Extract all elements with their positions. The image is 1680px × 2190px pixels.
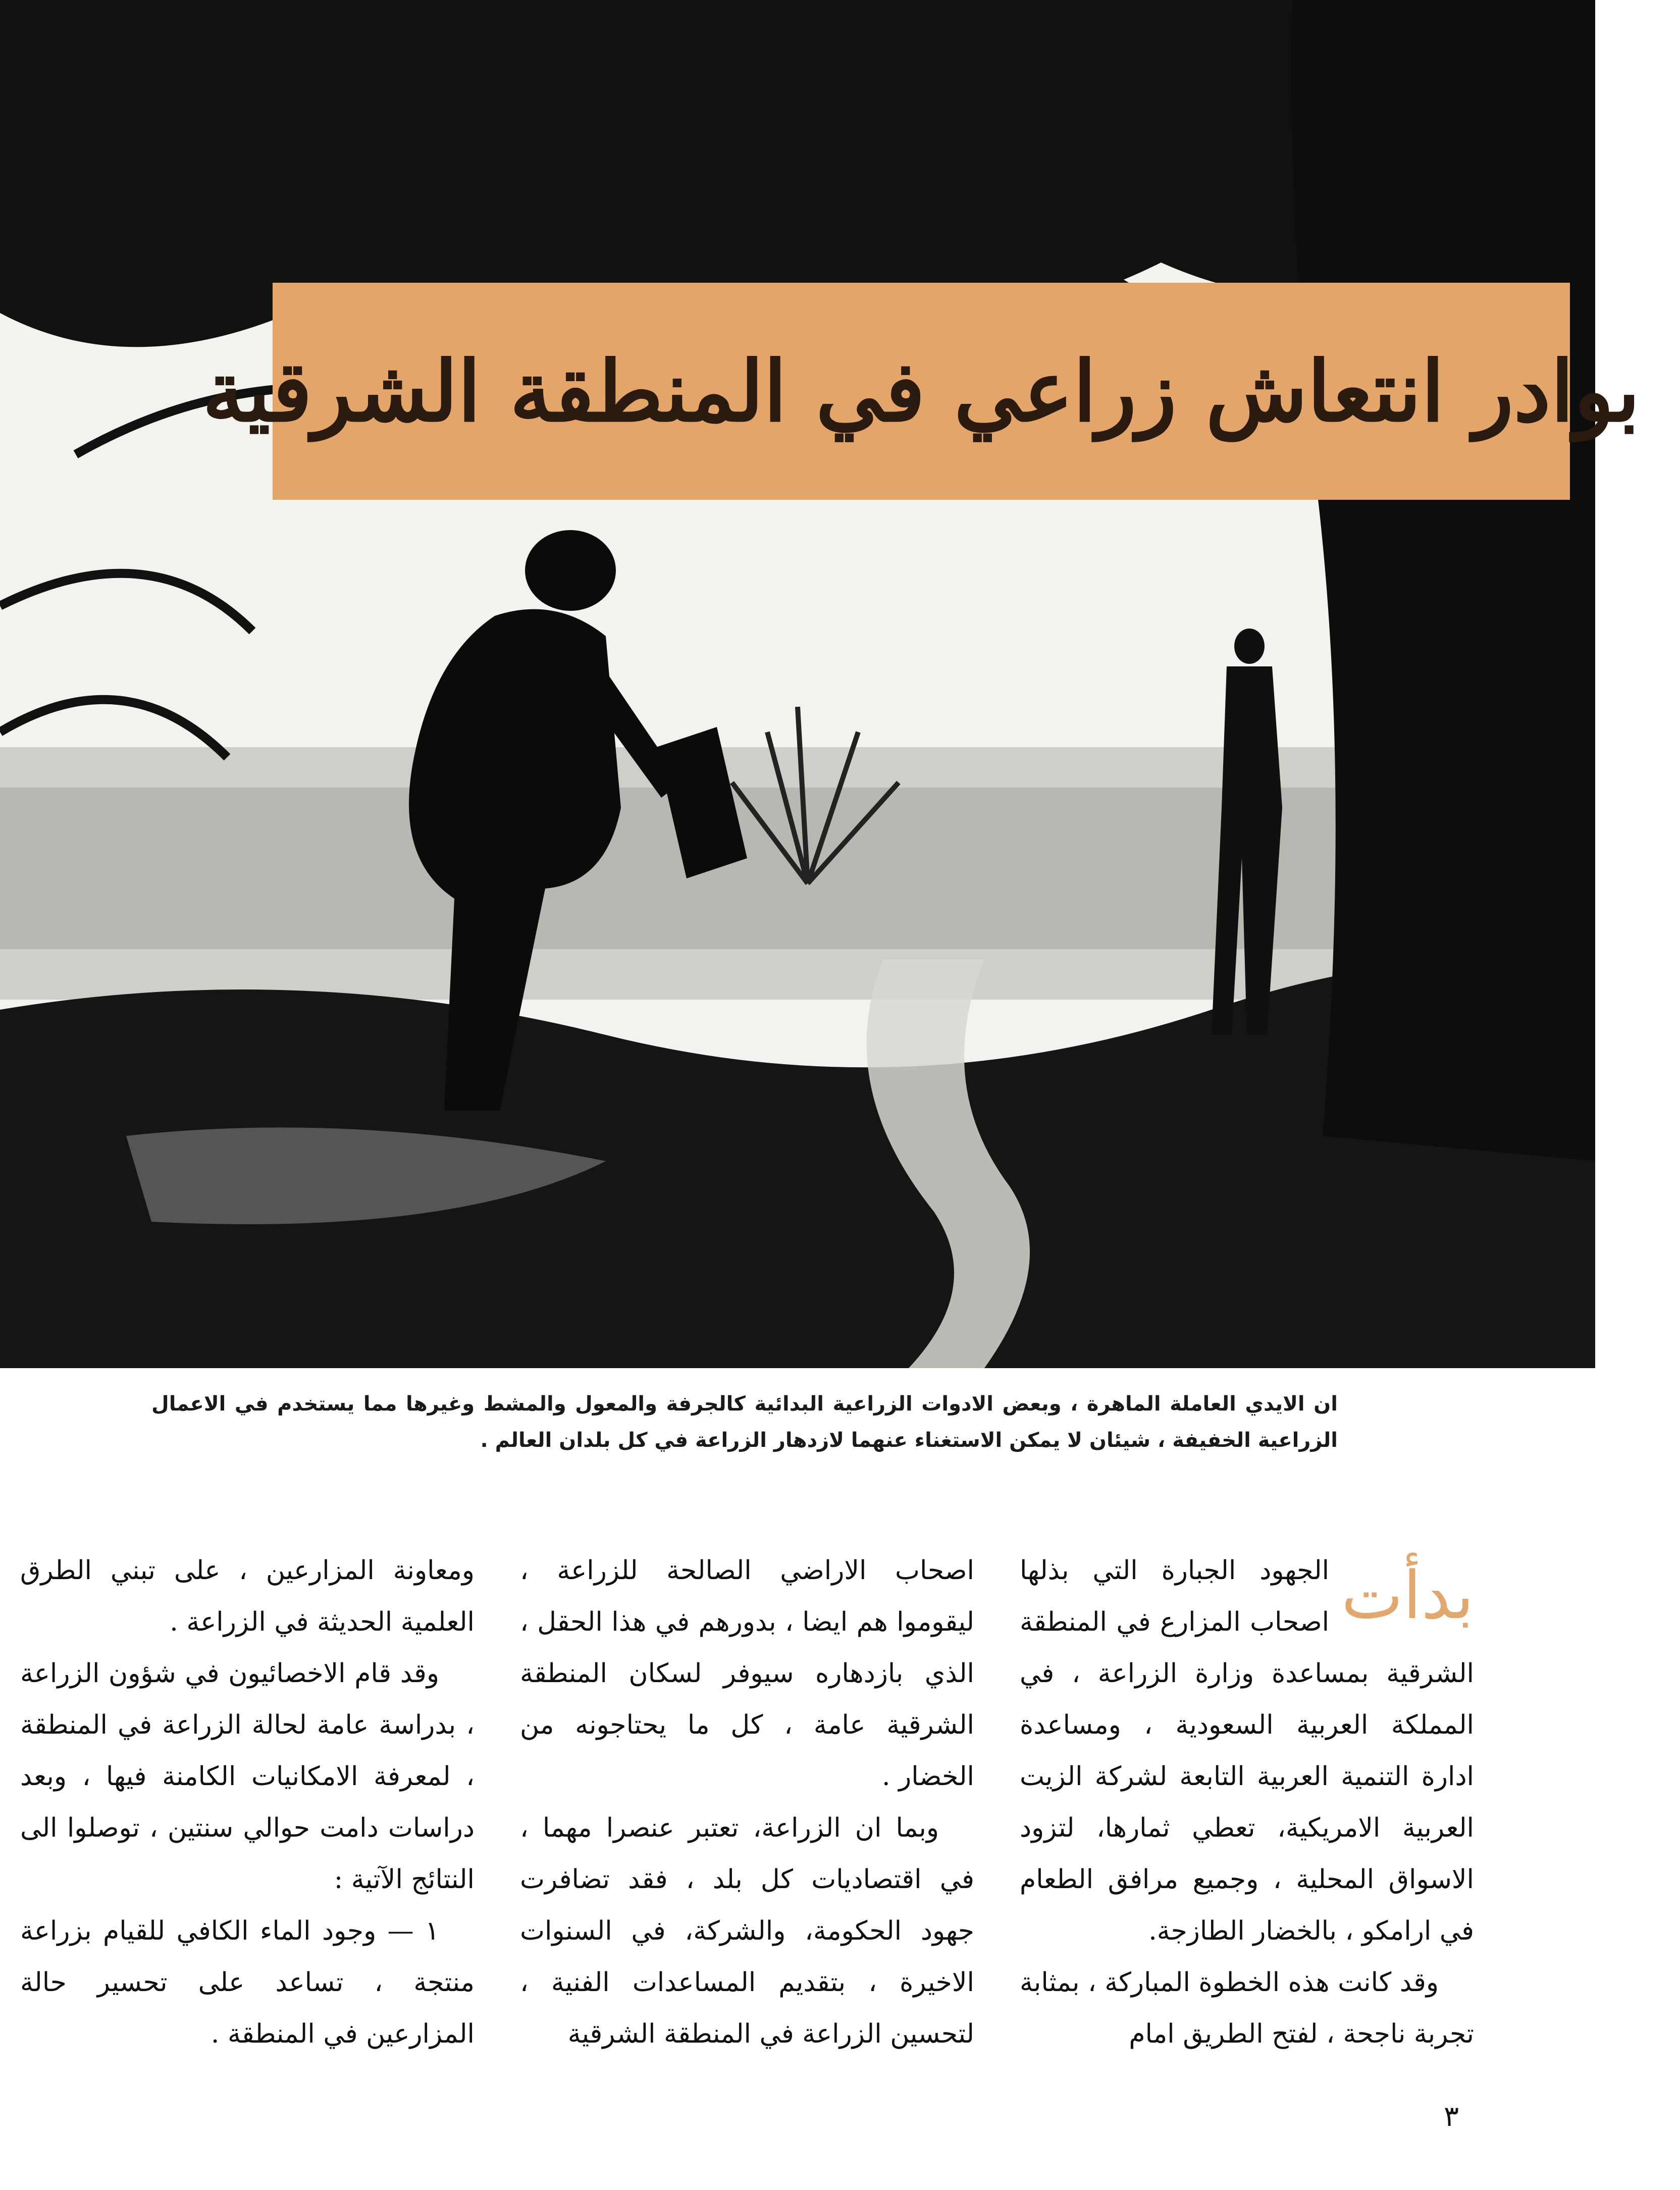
paragraph: الجهود الجبارة التي بذلها اصحاب المزارع في المنطقة الشرقية بمساعدة وزارة الزراعة ، في المملكة العربية السعودية ، ومساعدة ادارة التنمية العربية التابعة لشركة الزيت العربية الامريكية، تعطي ثمارها، لتزود الاسواق المحلية ، وجميع مرافق الطعام في ارامكو ، بالخضار الطازجة. xyxy=(1020,1555,1474,1946)
article-body xyxy=(20,1545,1474,2070)
page-number: ٣ xyxy=(1444,2100,1459,2133)
article-column-3 xyxy=(20,1545,475,2070)
paragraph: ١ — وجود الماء الكافي للقيام بزراعة منتجة ، تساعد على تحسير حالة المزارعين في المنطقة . xyxy=(20,1916,475,2049)
paragraph: اصحاب الاراضي الصالحة للزراعة ، ليقوموا هم ايضا ، بدورهم في هذا الحقل ، الذي بازدهاره سيوفر لسكان المنطقة الشرقية عامة ، كل ما يحتاجونه من الخضار . xyxy=(520,1555,974,1792)
paragraph: وقد قام الاخصائيون في شؤون الزراعة ، بدراسة عامة لحالة الزراعة في المنطقة ، لمعرفة الامكانيات الكامنة فيها ، وبعد دراسات دامت حوالي سنتين ، توصلوا الى النتائج الآتية : xyxy=(20,1658,475,1895)
article-title: بوادر انتعاش زراعي في المنطقة الشرقية xyxy=(202,342,1640,440)
title-banner xyxy=(202,283,1640,500)
paragraph: ومعاونة المزارعين ، على تبني الطرق العلمية الحديثة في الزراعة . xyxy=(20,1555,475,1637)
paragraph: وقد كانت هذه الخطوة المباركة ، بمثابة تجربة ناجحة ، لفتح الطريق امام xyxy=(1020,1967,1474,2049)
photo-caption: ان الايدي العاملة الماهرة ، وبعض الادوات الزراعية البدائية كالجرفة والمعول والمشط وغيرها مما يستخدم في الاعمال الزراعية الخفيفة ، شيئان لا يمكن الاستغناء عنهما لازدهار الزراعة في كل بلدان العالم . xyxy=(151,1392,1338,1452)
dropcap: بدأت xyxy=(1341,1557,1474,1634)
paragraph: وبما ان الزراعة، تعتبر عنصرا مهما ، في اقتصاديات كل بلد ، فقد تضافرت جهود الحكومة، والشركة، في السنوات الاخيرة ، بتقديم المساعدات الفنية ، لتحسين الزراعة في المنطقة الشرقية xyxy=(520,1813,974,2049)
article-column-2 xyxy=(520,1545,974,2070)
article-column-1 xyxy=(1020,1545,1474,2070)
